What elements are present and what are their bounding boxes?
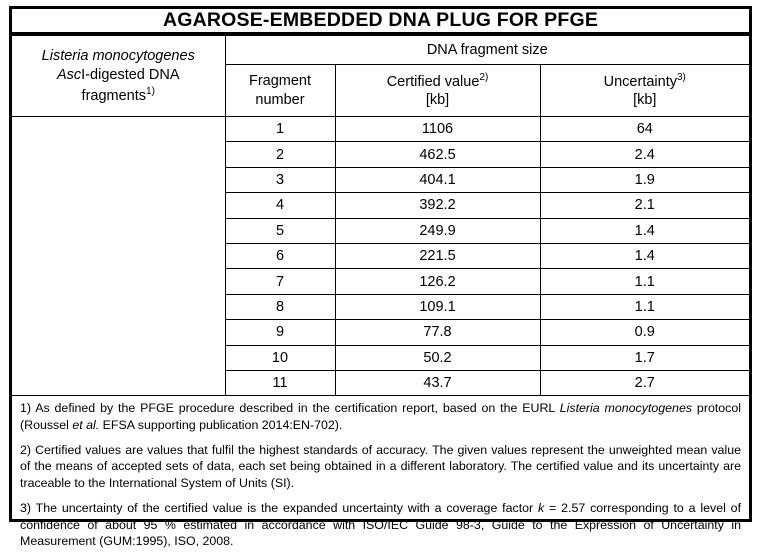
footnote-1 — [20, 400, 741, 433]
cell-certified-value: 109.1 — [335, 294, 540, 319]
table-row — [12, 218, 749, 243]
cell-fragment-number: 7 — [225, 269, 335, 294]
cell-certified-value: 50.2 — [335, 345, 540, 370]
cell-fragment-number: 4 — [225, 193, 335, 218]
cell-uncertainty: 1.7 — [540, 345, 749, 370]
row-label-line3-text: fragments — [81, 87, 147, 104]
row-label-spacer — [12, 320, 225, 345]
row-label-footnote-marker: 1) — [146, 85, 155, 97]
table-row — [12, 345, 749, 370]
cell-fragment-number: 2 — [225, 142, 335, 167]
row-label-spacer — [12, 345, 225, 370]
column-header-certified-value-line1 — [336, 72, 540, 91]
column-header-certified-value-unit: [kb] — [425, 91, 450, 108]
cell-certified-value: 404.1 — [335, 167, 540, 192]
cell-certified-value: 1106 — [335, 117, 540, 142]
footnote-3-italic1: k — [538, 501, 545, 516]
cell-fragment-number: 9 — [225, 320, 335, 345]
footnote-3 — [20, 500, 741, 549]
cell-certified-value: 77.8 — [335, 320, 540, 345]
table-row — [12, 193, 749, 218]
cell-uncertainty: 64 — [540, 117, 749, 142]
cell-uncertainty: 0.9 — [540, 320, 749, 345]
row-label-spacer — [12, 167, 225, 192]
cell-fragment-number: 1 — [225, 117, 335, 142]
column-header-uncertainty — [540, 65, 749, 117]
cell-fragment-number: 3 — [225, 167, 335, 192]
cell-certified-value: 392.2 — [335, 193, 540, 218]
row-label-spacer — [12, 269, 225, 294]
table-row — [12, 269, 749, 294]
asc-italic: Asc — [57, 66, 82, 83]
row-label-line2 — [12, 66, 225, 85]
title-bar — [12, 9, 749, 35]
cell-uncertainty: 2.7 — [540, 370, 749, 395]
cell-uncertainty: 1.1 — [540, 269, 749, 294]
row-label-spacer — [12, 370, 225, 395]
cell-uncertainty: 2.1 — [540, 193, 749, 218]
table-row — [12, 370, 749, 395]
cell-uncertainty: 1.4 — [540, 243, 749, 268]
table-row — [12, 117, 749, 142]
table-row — [12, 320, 749, 345]
group-header-dna-fragment-size: DNA fragment size — [225, 36, 749, 65]
row-label-cell — [12, 36, 225, 117]
cell-certified-value: 462.5 — [335, 142, 540, 167]
footnote-1-part2: protocol (Roussel — [20, 401, 742, 432]
cell-certified-value: 221.5 — [335, 243, 540, 268]
table-row — [12, 294, 749, 319]
footnote-2: 2) Certified values are values that fulfil the highest standards of accuracy. The given values represent the unweighted mean value of the means of accepted sets of data, each set being obtained in a different laboratory. The certified value and its uncertainty are traceable to the International System of Units (SI). — [20, 443, 741, 490]
footnote-1-part1: 1) As defined by the PFGE procedure described in the certification report, based on the EURL — [20, 401, 560, 416]
row-label-line1: Listeria monocytogenes — [41, 47, 195, 64]
cell-uncertainty: 1.1 — [540, 294, 749, 319]
table-row — [12, 142, 749, 167]
row-label-spacer — [12, 218, 225, 243]
certified-value-footnote-marker: 2) — [479, 71, 489, 83]
column-header-uncertainty-line1 — [541, 72, 750, 91]
column-header-uncertainty-text: Uncertainty — [603, 73, 677, 90]
footnote-3-part1: 3) The uncertainty of the certified value is the expanded uncertainty with a coverage factor — [20, 501, 539, 516]
column-header-fragment-number-line1: Fragment — [248, 73, 312, 90]
column-header-certified-value-text: Certified value — [386, 73, 480, 90]
cell-uncertainty: 1.4 — [540, 218, 749, 243]
row-label-spacer — [12, 117, 225, 142]
cell-certified-value: 249.9 — [335, 218, 540, 243]
cell-uncertainty: 2.4 — [540, 142, 749, 167]
cell-certified-value: 43.7 — [335, 370, 540, 395]
column-header-uncertainty-unit: [kb] — [633, 91, 657, 108]
column-header-certified-value — [335, 65, 540, 117]
footnote-3-part2: = 2.57 corresponding to a level of confidence of about 95 % estimated in accordance with ISO/IEC Guide 98-3, Guide to the Expression of Uncertainty in Measurement (GUM:1995), ISO, 2008. — [20, 501, 742, 548]
dna-fragment-table — [12, 35, 749, 395]
cell-fragment-number: 5 — [225, 218, 335, 243]
column-header-fragment-number-line2: number — [255, 91, 305, 108]
footnote-1-italic1: Listeria monocytogenes — [559, 401, 693, 416]
footnotes-section — [12, 395, 749, 553]
uncertainty-footnote-marker: 3) — [676, 71, 686, 83]
row-label-spacer — [12, 243, 225, 268]
cell-fragment-number: 6 — [225, 243, 335, 268]
page-title: AGAROSE-EMBEDDED DNA PLUG FOR PFGE — [162, 9, 599, 31]
footnote-1-part3: EFSA supporting publication 2014:EN-702). — [99, 417, 343, 432]
row-label-line2-rest: I-digested DNA — [81, 66, 180, 83]
row-label-spacer — [12, 193, 225, 218]
table-row — [12, 167, 749, 192]
footnote-1-italic2: et al. — [72, 417, 100, 432]
row-label-line3 — [12, 85, 225, 106]
cell-fragment-number: 11 — [225, 370, 335, 395]
certificate-card — [9, 6, 752, 548]
row-label-spacer — [12, 294, 225, 319]
column-header-fragment-number — [225, 65, 335, 117]
cell-uncertainty: 1.9 — [540, 167, 749, 192]
cell-certified-value: 126.2 — [335, 269, 540, 294]
table-row — [12, 243, 749, 268]
row-label-spacer — [12, 142, 225, 167]
table-header-row-group — [12, 36, 749, 65]
cell-fragment-number: 10 — [225, 345, 335, 370]
cell-fragment-number: 8 — [225, 294, 335, 319]
